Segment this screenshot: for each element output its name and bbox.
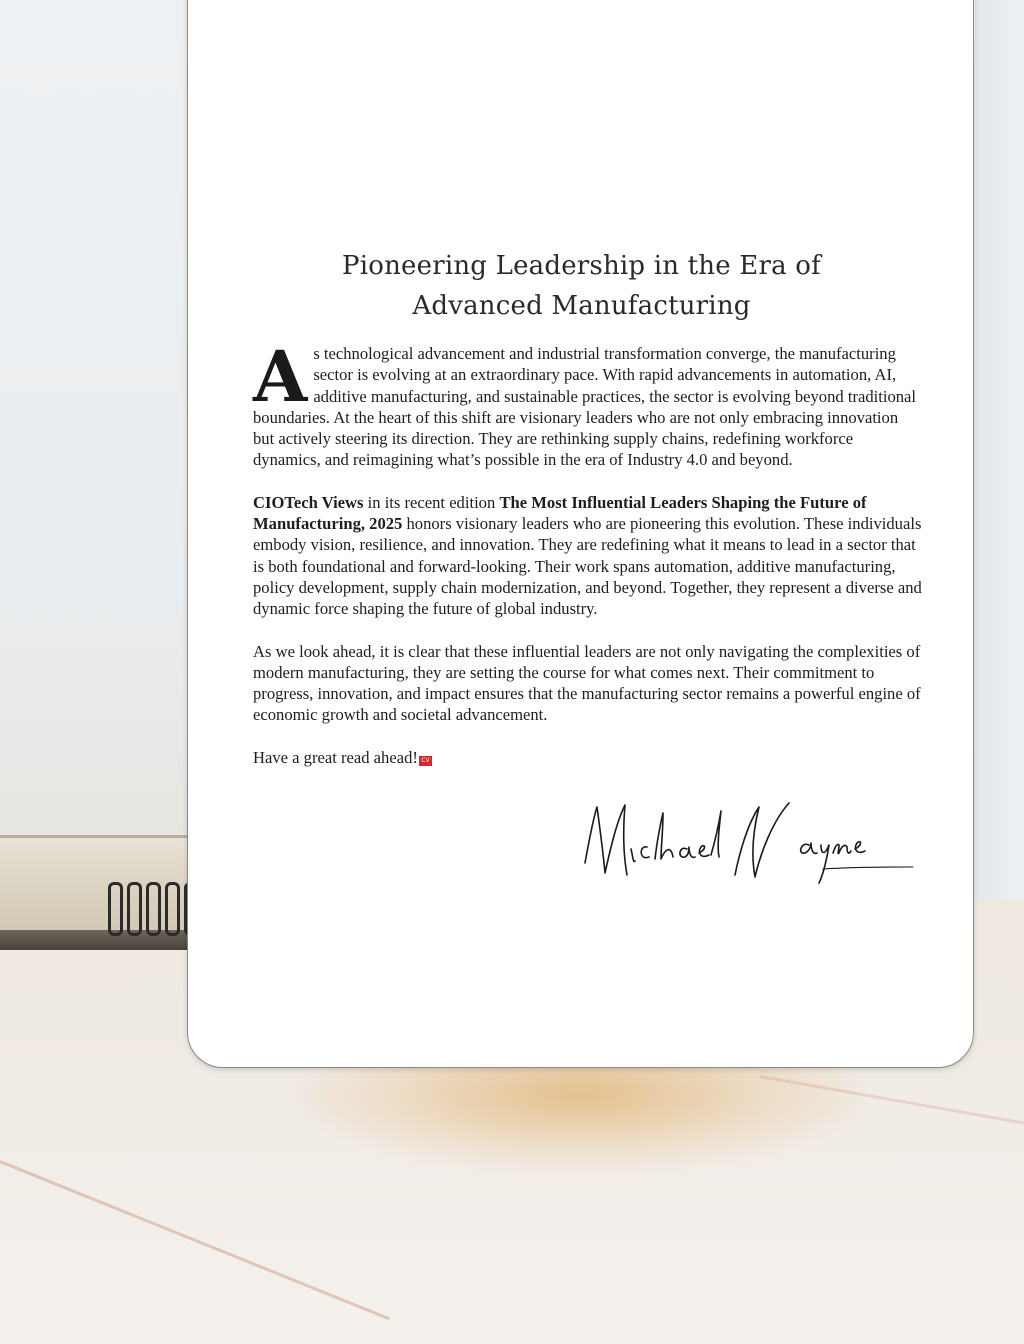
closing-text: Have a great read ahead! bbox=[253, 747, 418, 767]
notebook-spiral bbox=[127, 882, 142, 936]
paragraph-edition-text: honors visionary leaders who are pioneering this evolution. These individuals embody vision, resilience, and innovation. They are redefining what it means to lead in a sector that is both foundational and forward-looking. Their work spans automation, additive manufacturing, policy development, supply chain modernization, and beyond. Together, they represent a diverse and dynamic force shaping the future of global industry. bbox=[253, 514, 922, 619]
paragraph-edition-mid: in its recent edition bbox=[363, 492, 500, 512]
notebook-spiral bbox=[146, 882, 161, 936]
editorial-page bbox=[187, 0, 974, 1068]
brand-name: CIOTech Views bbox=[253, 492, 364, 512]
closing-line bbox=[253, 747, 923, 768]
paragraph-intro-text: s technological advancement and industrial transformation converge, the manufacturing sector is evolving at an extraordinary pace. With rapid advancements in automation, AI, additive manufacturing, and sustainable practices, the sector is evolving beyond traditional boundaries. At the heart of this shift are visionary leaders who are not only embracing innovation but actively steering its direction. They are rethinking supply chains, redefining workforce dynamics, and reimagining what’s possible in the era of Industry 4.0 and beyond. bbox=[253, 344, 917, 470]
paragraph-outlook: As we look ahead, it is clear that these influential leaders are not only navigating the complexities of modern manufacturing, they are setting the course for what comes next. Their commitment to progress, innovation, and impact ensures that the manufacturing sector remains a powerful engine of economic growth and societal advancement. bbox=[253, 641, 921, 725]
paragraph-edition bbox=[253, 492, 923, 620]
drop-cap: A bbox=[253, 335, 308, 418]
page-title bbox=[188, 246, 975, 326]
paragraph-intro bbox=[253, 335, 923, 471]
signature-icon bbox=[583, 801, 923, 891]
title-line-1: Pioneering Leadership in the Era of bbox=[342, 251, 821, 281]
notebook-spiral bbox=[165, 882, 180, 936]
edition-title: The Most Influential Leaders Shaping the Future of Manufacturing, 2025 bbox=[253, 492, 867, 534]
article-body bbox=[253, 335, 923, 789]
cv-logo-icon: CV bbox=[419, 756, 432, 766]
background-wall-shade bbox=[975, 0, 1024, 900]
notebook-spiral bbox=[108, 882, 123, 936]
title-line-2: Advanced Manufacturing bbox=[412, 291, 751, 321]
